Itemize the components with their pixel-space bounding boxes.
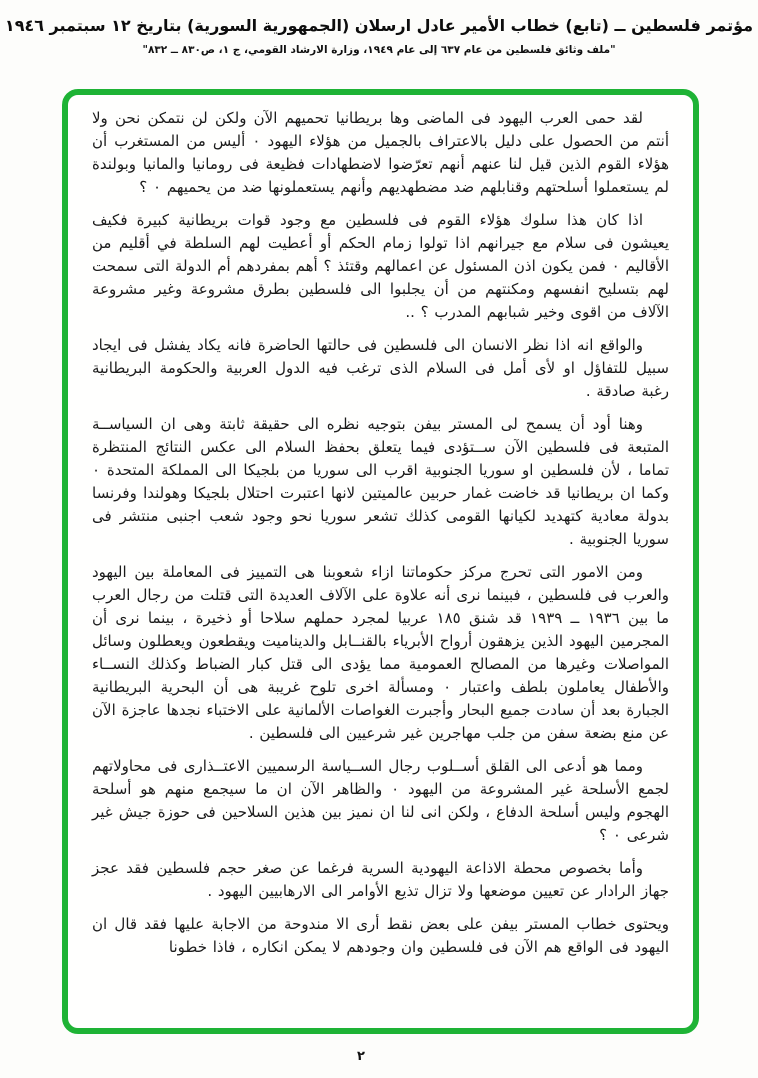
paragraph: وهنا أود أن يسمح لى المستر بيفن بتوجيه نظره الى حقيقة ثابتة وهى ان السياســة المتبعة فى فلسطين الآن ســتؤدى فيما يتعلق بحفظ السلام الى عكس النتائج المنتظرة تماما ، لأن فلسطين او سوريا الجنوبية اقرب الى سوريا من بلجيكا الى المملكة المتحدة ٠ وكما ان بريطانيا قد خاضت غمار حربين عالميتين لانها اعتبرت احتلال بلجيكا وهولندا وفرنسا بدولة معادية كتهديد لكيانها القومى كذلك تشعر سوريا نحو وجود شعب اجنبى منتشر فى سوريا الجنوبية . [92, 415, 669, 548]
page-title: مؤتمر فلسطين ــ (تابع) خطاب الأمير عادل ارسلان (الجمهورية السورية) بتاريخ ١٢ سبتمبر ١٩٤٦ [4, 16, 754, 35]
page-number: ٢ [357, 1049, 365, 1064]
document-footer [0, 1045, 758, 1064]
paragraph: ومن الامور التى تحرج مركز حكوماتنا ازاء شعوبنا هى التمييز فى المعاملة بين اليهود والعرب فى فلسطين ، فبينما نرى أنه علاوة على الآلاف العديدة التى قتلت من رجال العرب ما بين ١٩٣٦ ــ ١٩٣٩ قد شنق ١٨٥ عربيا لمجرد حملهم سلاحا أو ذخيرة ، بينما نرى أن المجرمين اليهود الذين يزهقون أرواح الأبرياء بالقنــابل والديناميت ويقطعون ويعطلون وسائل المواصلات وغيرها من المصالح العمومية مما يؤدى الى قتل كبار الضباط وكذلك النســاء والأطفال يعاملون بلطف واعتبار ٠ ومسألة اخرى تلوح غريبة هى أن البحرية البريطانية الجبارة بعد أن سادت جميع البحار وأجبرت الغواصات الألمانية على الاختباء نجدها عاجزة الآن عن منع بضعة سفن من جلب مهاجرين غير شرعيين الى فلسطين . [92, 563, 670, 742]
paragraph: اذا كان هذا سلوك هؤلاء القوم فى فلسطين مع وجود قوات بريطانية كبيرة فكيف يعيشون فى سلام مع جيرانهم اذا تولوا زمام الحكم أو أعطيت لهم السلطة في أقليم من الأقاليم ٠ فمن يكون اذن المسئول عن اعمالهم وقتئذ ؟ أهم بمفردهم أم الدولة التى سمحت لهم بتسليح انفسهم ومكنتهم من أن يجلبوا الى فلسطين بطرق مشروعة وغير مشروعة الآلاف من اقوى وخير شبابهم المدرب ؟ .. [92, 211, 670, 321]
paragraph: والواقع انه اذا نظر الانسان الى فلسطين فى حالتها الحاضرة فانه يكاد يفشل فى ايجاد سبيل للتفاؤل او لأى أمل فى السلام الذى ترغب فيه الدول العربية والحكومة البريطانية رغبة صادقة . [92, 336, 669, 400]
highlighted-text-box [62, 89, 699, 1034]
document-header [0, 0, 758, 56]
paragraph: ومما هو أدعى الى القلق أســلوب رجال الســياسة الرسميين الاعتــذارى فى محاولاتهم لجمع الأسلحة غير المشروعة من اليهود ٠ والظاهر الآن ان ما سيجمع منهم هو أسلحة الهجوم وليس أسلحة الدفاع ، ولكن انى لنا ان نميز بين هذين السلاحين فى حوزة جيش غير شرعى ٠ ؟ [92, 757, 669, 844]
source-citation: "ملف وثائق فلسطين من عام ٦٣٧ إلى عام ١٩٤٩، وزارة الارشاد القومي، ج ١، ص٨٣٠ ــ ٨٣٢" [142, 44, 616, 56]
paragraph: ويحتوى خطاب المستر بيفن على بعض نقط أرى الا مندوحة من الاجابة عليها فقد قال ان اليهود فى الواقع هم الآن فى فلسطين وان وجودهم لا يمكن انكاره ، فاذا خطونا [92, 915, 669, 956]
paragraph: وأما بخصوص محطة الاذاعة اليهودية السرية فرغما عن صغر حجم فلسطين فقد عجز جهاز الرادار عن تعيين موضعها ولا تزال تذيع الأوامر الى الارهابيين اليهود . [92, 859, 669, 900]
paragraph: لقد حمى العرب اليهود فى الماضى وها بريطانيا تحميهم الآن ولكن لن نتمكن نحن ولا أنتم من الحصول على دليل بالاعتراف بالجميل من هؤلاء اليهود ٠ أليس من المستغرب أن هؤلاء القوم الذين قيل لنا عنهم أنهم تعرّضوا لاضطهادات فظيعة فى رومانيا والمانيا وبولندة لم يستعملوا أسلحتهم وقنابلهم ضد مضطهديهم وأنهم يستعملونها ضد من يحميهم ٠ ؟ [92, 109, 669, 196]
